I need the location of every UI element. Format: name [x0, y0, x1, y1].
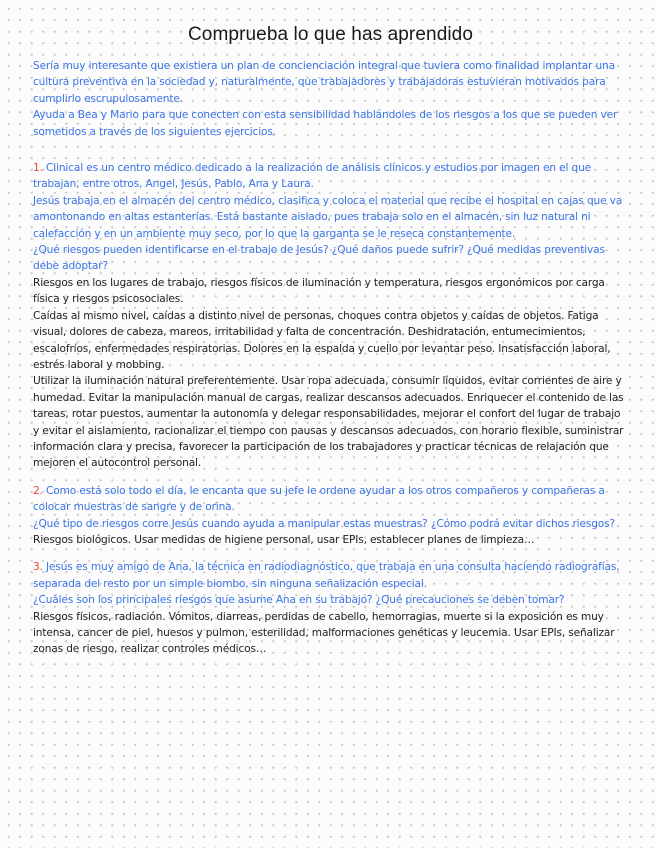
exercise-answer: Utilizar la iluminación natural preferentemente. Usar ropa adecuada, consumir líquidos, evitar corrientes de aire y humedad. Evitar la manipulación manual de cargas, realizar descansos adecuados. Enriquecer el contenido de las tareas, rotar puestos, aumentar la autonomía y delegar responsabilidades, mejorar el confort del lugar de trabajo y evitar el aislamiento, racionalizar el tiempo con pausas y descansos adecuados, con horario flexible, suministrar información clara y precisa, favorecer la participación de los trabajadores y practicar técnicas de relajación que mejoren el autocontrol personal.	[33, 375, 624, 470]
statement-text: Jesús es muy amigo de Ana, la técnica en radiodiagnóstico, que trabaja en una consulta haciendo radiografías, separada del resto por un simple biombo, sin ninguna señalización especial.	[33, 561, 620, 590]
exercise-number: 1.	[33, 162, 43, 175]
exercise-question: ¿Qué riesgos pueden identificarse en el trabajo de Jesús? ¿Qué daños puede sufrir? ¿Qué medidas preventivas debe adoptar?	[33, 244, 605, 273]
page-title: Comprueba lo que has aprendido	[187, 24, 474, 45]
exercise-answer: Caídas al mismo nivel, caídas a distinto nivel de personas, choques contra objetos y caídas de objetos. Fatiga visual, dolores de cabeza, mareos, irritabilidad y falta de concentración. Deshidratación, entumecimientos, escalofríos, enfermedades respiratorias. Dolores en la espalda y cuello por levantar peso. Insatisfacción laboral, estrés laboral y mobbing.	[33, 309, 611, 371]
exercise-question: ¿Qué tipo de riesgos corre Jesús cuando ayuda a manipular estas muestras? ¿Cómo podrá evitar dichos riesgos?	[33, 517, 615, 530]
exercise-number: 3.	[33, 561, 43, 574]
exercise-statement	[33, 483, 628, 516]
intro-block	[33, 58, 628, 140]
exercise-question: ¿Cuáles son los principales riesgos que asume Ana en su trabajo? ¿Qué precauciones se deben tomar?	[33, 594, 565, 607]
exercise-answer: Riesgos físicos, radiación. Vómitos, diarreas, perdidas de cabello, hemorragias, muerte si la exposición es muy intensa, cancer de piel, huesos y pulmon, esterilidad, malformaciones genéticas y leucemia. Usar EPIs, señalizar zonas de riesgo, realizar controles médicos…	[33, 610, 615, 656]
exercise-statement	[33, 559, 628, 592]
exercise-answer: Riesgos en los lugares de trabajo, riesgos físicos de iluminación y temperatura, riesgos ergonómicos por carga física y riesgos psicosociales.	[33, 276, 605, 306]
exercise-answer: Riesgos biológicos. Usar medidas de higiene personal, usar EPIs, establecer planes de limpieza…	[33, 533, 535, 546]
intro-paragraph: Ayuda a Bea y Mario para que conecten con esta sensibilidad hablándoles de los riesgos a los que se pueden ver sometidos a través de los siguientes ejercicios.	[33, 109, 618, 138]
exercise-1	[33, 160, 628, 472]
exercise-statement	[33, 160, 628, 193]
exercise-3	[33, 559, 628, 657]
exercise-2	[33, 483, 628, 549]
intro-paragraph: Sería muy interesante que existiera un plan de concienciación integral que tuviera como finalidad implantar una cultura preventiva en la sociedad y, naturalmente, que trabajadores y trabajadoras estuvieran motivados para cumplirlo escrupulosamente.	[33, 60, 615, 105]
exercise-statement-continued: Jesús trabaja en el almacén del centro médico, clasifica y coloca el material que recibe el hospital en cajas que va amontonando en altas estanterías. Está bastante aislado, pues trabaja solo en el almacén, sin luz natural ni calefacción y en un ambiente muy seco, por lo que la garganta se le reseca constantemente.	[33, 194, 623, 240]
statement-text: Como está solo todo el día, le encanta que su jefe le ordene ayudar a los otros compañeros y compañeras a colocar muestras de sangre y de orina.	[33, 484, 605, 514]
statement-text: Clinical es un centro médico dedicado a la realización de análisis clínicos y estudios por imagen en el que trabajan, entre otros, Angel, Jesús, Pablo, Ana y Laura.	[33, 162, 592, 191]
exercise-number: 2.	[33, 484, 43, 497]
